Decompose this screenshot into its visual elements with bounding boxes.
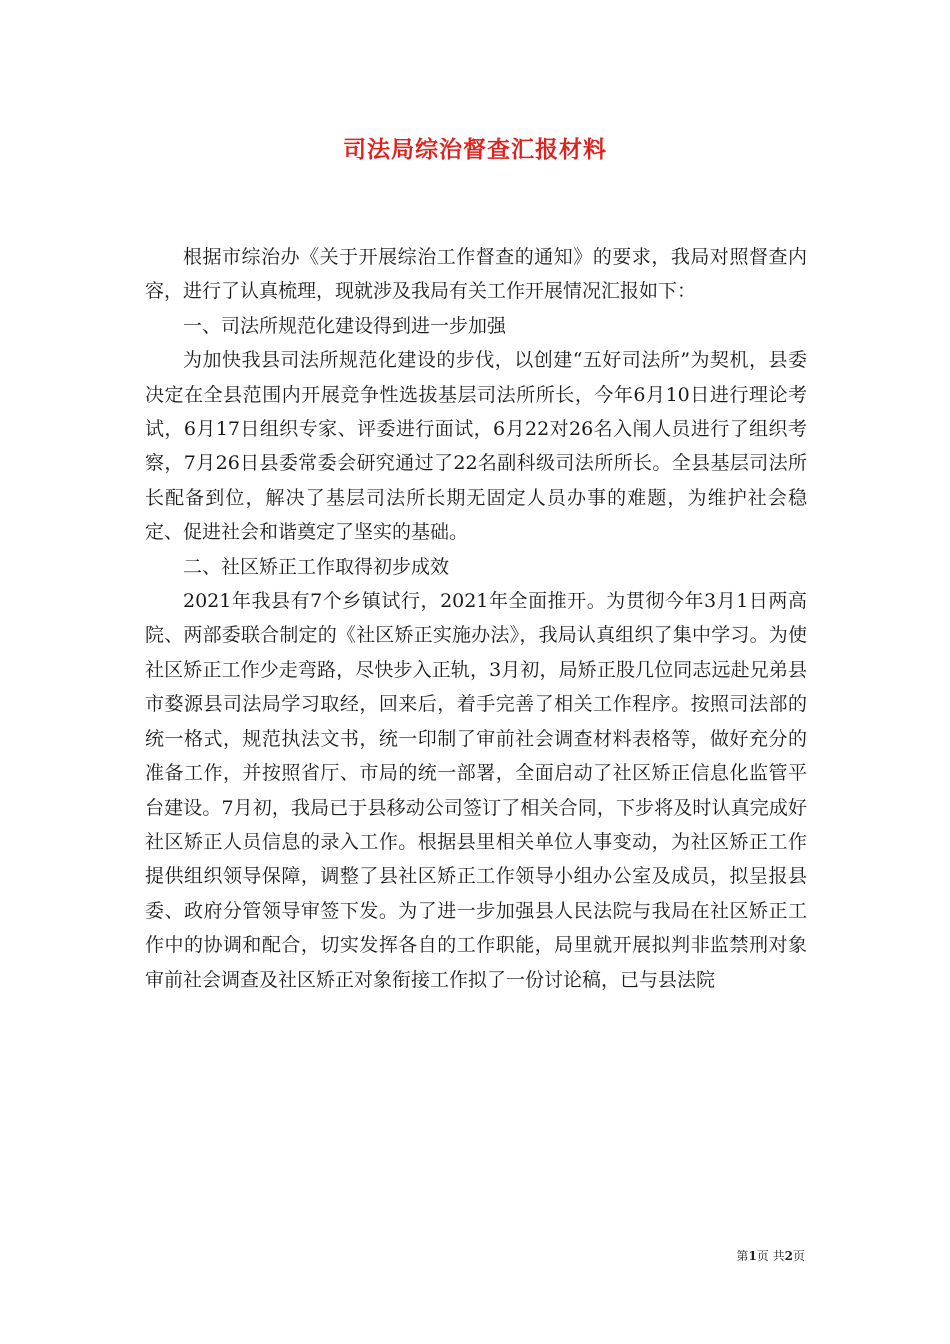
section-1-paragraph: 为加快我县司法所规范化建设的步伐，以创建“五好司法所”为契机，县委决定在全县范围内开展竞争性选拔基层司法所所长，今年6月10日进行理论考试，6月17日组织专家、评委进行面试，6月22对26名入闱人员进行了组织考察，7月26日县委常委会研究通过了22名副科级司法所所长。全县基层司法所长配备到位，解决了基层司法所长期无固定人员办事的难题，为维护社会稳定、促进社会和谐奠定了坚实的基础。 <box>145 349 807 544</box>
section-2-paragraph: 2021年我县有7个乡镇试行，2021年全面推开。为贯彻今年3月1日两高院、两部委联合制定的《社区矫正实施办法》，我局认真组织了集中学习。为使社区矫正工作少走弯路，尽快步入正轨，3月初，局矫正股几位同志远赴兄弟县市婺源县司法局学习取经，回来后，着手完善了相关工作程序。按照司法部的统一格式，规范执法文书，统一印制了审前社会调查材料表格等，做好充分的准备工作，并按照省厅、市局的统一部署，全面启动了社区矫正信息化监管平台建设。7月初，我局已于县移动公司签订了相关合同，下步将及时认真完成好社区矫正人员信息的录入工作。根据县里相关单位人事变动，为社区矫正工作提供组织领导保障，调整了县社区矫正工作领导小组办公室及成员，拟呈报县委、政府分管领导审签下发。为了进一步加强县人民法院与我局在社区矫正工作中的协调和配合，切实发挥各自的工作职能，局里就开展拟判非监禁刑对象审前社会调查及社区矫正对象衔接工作拟了一份讨论稿，已与县法院 <box>145 590 807 991</box>
footer-current-page: 1 <box>748 1249 757 1263</box>
section-heading-2: 二、社区矫正工作取得初步成效 <box>183 555 450 578</box>
footer-prefix: 第 <box>736 1249 749 1263</box>
footer-total-pages: 2 <box>784 1249 793 1263</box>
footer-middle: 页 共 <box>756 1249 785 1263</box>
document-title: 司法局综治督查汇报材料 <box>343 136 607 163</box>
document-body <box>145 240 807 997</box>
section-heading-1: 一、司法所规范化建设得到进一步加强 <box>183 314 507 337</box>
footer-suffix: 页 <box>792 1249 805 1263</box>
page-footer <box>736 1248 805 1264</box>
intro-paragraph: 根据市综治办《关于开展综治工作督查的通知》的要求，我局对照督查内容，进行了认真梳理，现就涉及我局有关工作开展情况汇报如下： <box>145 246 807 303</box>
